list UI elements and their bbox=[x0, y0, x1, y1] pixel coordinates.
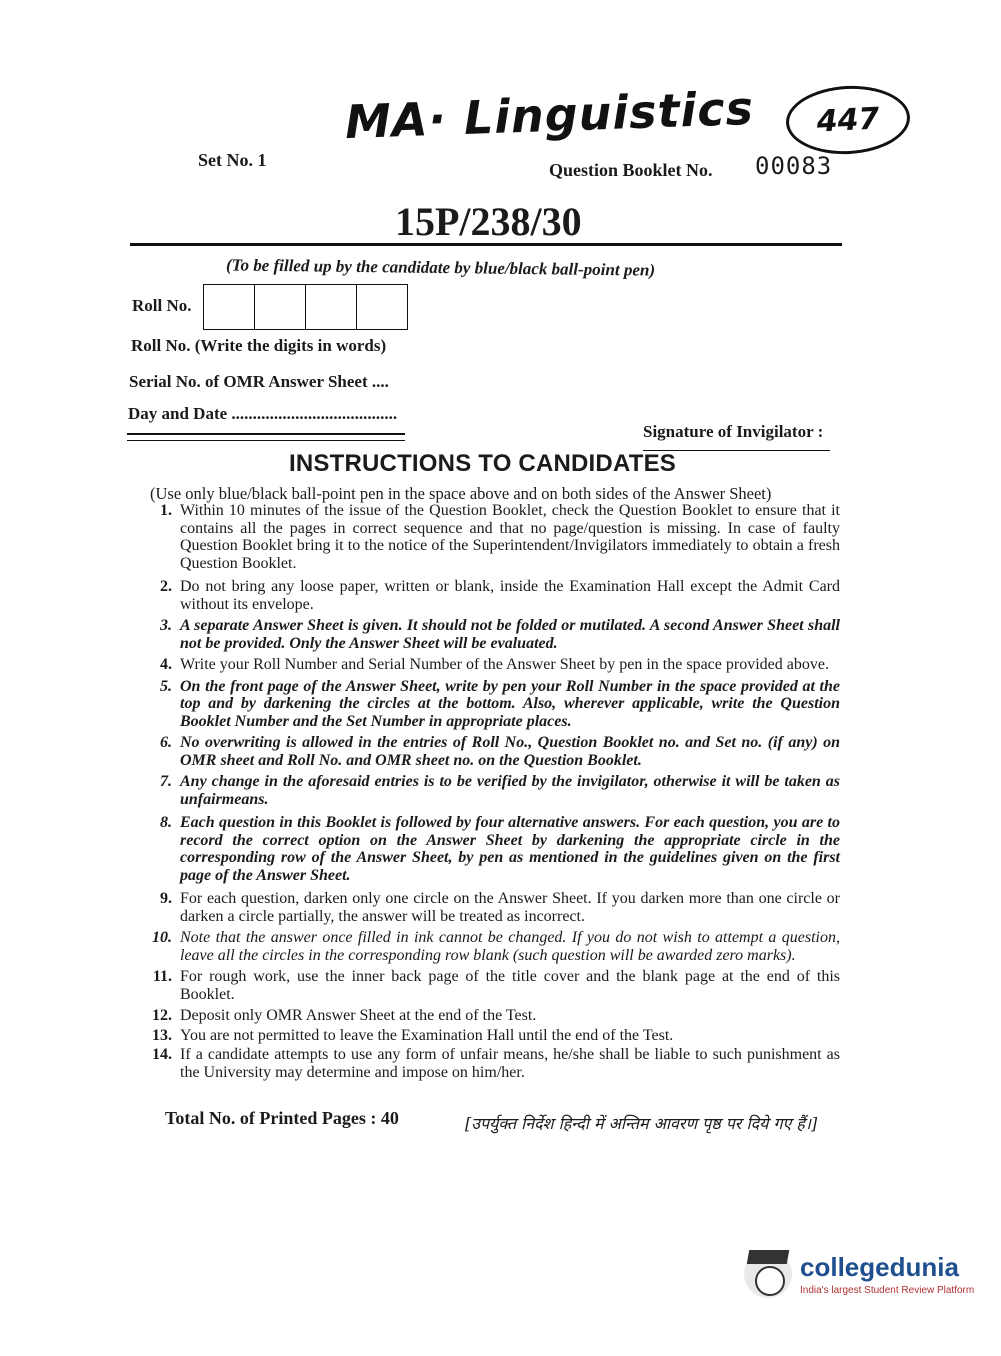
list-item bbox=[140, 890, 840, 925]
form-divider-left-2 bbox=[127, 440, 405, 441]
roll-no-label: Roll No. bbox=[132, 296, 192, 315]
item-number: 9. bbox=[160, 890, 172, 907]
list-item bbox=[140, 502, 840, 572]
roll-no-boxes[interactable] bbox=[203, 284, 408, 330]
list-item bbox=[140, 1027, 840, 1045]
collegedunia-watermark bbox=[744, 1250, 974, 1298]
item-number: 3. bbox=[160, 617, 172, 634]
booklet-number-label: Question Booklet No. bbox=[549, 160, 713, 180]
item-number: 14. bbox=[152, 1046, 172, 1063]
total-printed-pages: Total No. of Printed Pages : 40 bbox=[165, 1108, 399, 1128]
item-number: 10. bbox=[152, 929, 172, 946]
brand-name: collegedunia bbox=[800, 1252, 959, 1282]
item-text: Each question in this Booklet is followed by four alternative answers. For each question, you are to record the correct option on the Answer Sheet by darkening the appropriate circle in the corresponding row of the Answer Sheet, by pen as mentioned in the guidelines given on the first page of the Answer Sheet. bbox=[180, 814, 840, 884]
day-date-label: Day and Date ....................................... bbox=[128, 404, 398, 423]
paper-code: 15P/238/30 bbox=[395, 199, 582, 244]
list-item bbox=[140, 734, 840, 769]
hindi-note: [उपर्युक्त निर्देश हिन्दी में अन्तिम आवरण पृष्ठ पर दिये गए हैं।] bbox=[465, 1114, 818, 1133]
list-item bbox=[140, 1007, 840, 1025]
item-text: Do not bring any loose paper, written or blank, inside the Examination Hall except the Admit Card without its envelope. bbox=[180, 578, 840, 613]
roll-words-label: Roll No. (Write the digits in words) bbox=[131, 336, 387, 355]
item-text: You are not permitted to leave the Examination Hall until the end of the Test. bbox=[180, 1026, 674, 1044]
instructions-title: INSTRUCTIONS TO CANDIDATES bbox=[289, 450, 676, 477]
list-item bbox=[140, 773, 840, 808]
handwritten-course-code: 447 bbox=[784, 83, 911, 157]
item-text: Any change in the aforesaid entries is to be verified by the invigilator, otherwise it will be taken as unfairmeans. bbox=[180, 773, 840, 808]
set-number: Set No. 1 bbox=[198, 150, 267, 170]
brand-tagline: India's largest Student Review Platform bbox=[800, 1285, 975, 1296]
list-item bbox=[140, 617, 840, 652]
handwritten-course-title: MA· Linguistics bbox=[344, 80, 755, 150]
roll-digit-box[interactable] bbox=[357, 285, 407, 329]
item-number: 12. bbox=[152, 1007, 172, 1024]
item-number: 2. bbox=[160, 578, 172, 595]
invigilator-signature-label: Signature of Invigilator : bbox=[643, 422, 824, 441]
item-text: No overwriting is allowed in the entries of Roll No., Question Booklet no. and Set no. (if any) on OMR sheet and Roll No. and OMR sheet no. on the Question Booklet. bbox=[180, 734, 840, 769]
list-item bbox=[140, 1046, 840, 1081]
list-item bbox=[140, 929, 840, 964]
item-number: 7. bbox=[160, 773, 172, 790]
booklet-number: 00083 bbox=[755, 152, 833, 180]
item-text: For rough work, use the inner back page of the title cover and the blank page at the end of this Booklet. bbox=[180, 968, 840, 1003]
item-number: 13. bbox=[152, 1026, 172, 1044]
item-text: On the front page of the Answer Sheet, write by pen your Roll Number in the space provided at the top and by darkening the circles at the bottom. Also, wherever applicable, write the Question Booklet Number and the Set Number in appropriate places. bbox=[180, 677, 840, 730]
item-number: 8. bbox=[160, 814, 172, 831]
item-text: Within 10 minutes of the issue of the Question Booklet, check the Question Booklet to ensure that it contains all the pages in correct sequence and that no page/question is missing. In case of faulty Question Booklet bring it to the notice of the Superintendent/Invigilators immediately to obtain a fresh Question Booklet. bbox=[180, 502, 840, 572]
roll-digit-box[interactable] bbox=[204, 285, 255, 329]
list-item bbox=[140, 656, 840, 674]
form-divider-left bbox=[127, 433, 405, 435]
fill-note: (To be filled up by the candidate by blue/black ball-point pen) bbox=[225, 255, 656, 280]
list-item bbox=[140, 678, 840, 731]
item-text: For each question, darken only one circle on the Answer Sheet. If you darken more than one circle or darken a circle partially, the answer will be treated as incorrect. bbox=[180, 890, 840, 925]
pen-usage-note: (Use only blue/black ball-point pen in the space above and on both sides of the Answer Sheet) bbox=[150, 484, 772, 503]
item-number: 5. bbox=[160, 677, 172, 695]
item-text: If a candidate attempts to use any form of unfair means, he/she shall be liable to such punishment as the University may determine and impose on him/her. bbox=[180, 1046, 840, 1081]
item-text: Deposit only OMR Answer Sheet at the end of the Test. bbox=[180, 1007, 537, 1024]
roll-digit-box[interactable] bbox=[306, 285, 357, 329]
header-divider bbox=[130, 243, 842, 246]
list-item bbox=[140, 814, 840, 884]
item-text: A separate Answer Sheet is given. It should not be folded or mutilated. A second Answer Sheet shall not be provided. Only the Answer Sheet will be evaluated. bbox=[180, 617, 840, 652]
item-number: 4. bbox=[160, 656, 172, 673]
instructions-list bbox=[140, 502, 840, 1083]
item-text: Write your Roll Number and Serial Number of the Answer Sheet by pen in the space provided above. bbox=[180, 656, 829, 673]
item-number: 1. bbox=[160, 502, 172, 519]
list-item bbox=[140, 578, 840, 613]
item-number: 11. bbox=[152, 968, 172, 985]
item-number: 6. bbox=[160, 734, 172, 751]
omr-serial-label: Serial No. of OMR Answer Sheet .... bbox=[129, 372, 389, 391]
mascot-logo-icon bbox=[744, 1250, 792, 1298]
list-item bbox=[140, 968, 840, 1003]
item-text: Note that the answer once filled in ink cannot be changed. If you do not wish to attempt a question, leave all the circles in the corresponding row blank (such question will be awarded zero marks). bbox=[180, 929, 840, 964]
roll-digit-box[interactable] bbox=[255, 285, 306, 329]
